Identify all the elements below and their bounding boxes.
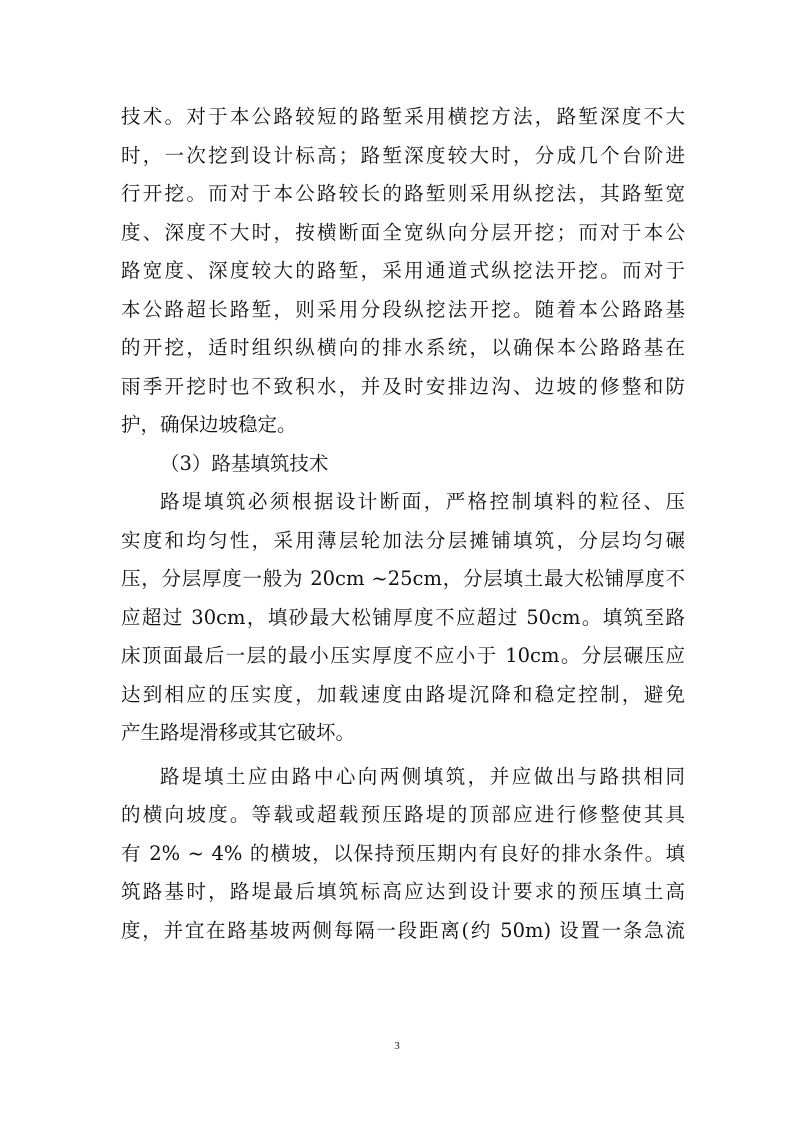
text-line: 的横向坡度。等载或超载预压路堤的顶部应进行修整使其具 (121, 803, 685, 826)
text-line: 路宽度、深度较大的路堑，采用通道式纵挖法开挖。而对于 (121, 259, 685, 282)
paragraph (121, 758, 685, 951)
text-line: 产生路堤滑移或其它破坏。 (121, 721, 356, 744)
text-line: 筑路基时，路堤最后填筑标高应达到设计要求的预压填土高 (121, 880, 685, 903)
text-line: 的开挖，适时组织纵横向的排水系统，以确保本公路路基在 (121, 336, 685, 359)
text-line: 压，分层厚度一般为 20cm ~25cm，分层填土最大松铺厚度不 (121, 567, 685, 590)
text-line: 实度和均匀性，采用薄层轮加法分层摊铺填筑，分层均匀碾 (121, 528, 685, 552)
paragraph (121, 98, 685, 445)
body-text (121, 98, 685, 950)
text-line: 路堤填土应由路中心向两侧填筑，并应做出与路拱相同 (160, 764, 685, 788)
text-line: 雨季开挖时也不致积水，并及时安排边沟、边坡的修整和防 (121, 374, 685, 398)
text-line: 度、深度不大时，按横断面全宽纵向分层开挖；而对于本公 (121, 220, 685, 244)
text-line: 床顶面最后一层的最小压实厚度不应小于 10cm。分层碾压应 (121, 644, 685, 667)
paragraph (121, 483, 685, 753)
text-line: 路堤填筑必须根据设计断面，严格控制填料的粒径、压 (160, 490, 685, 513)
text-line: 度，并宜在路基坡两侧每隔一段距离(约 50m) 设置一条急流 (121, 918, 685, 942)
text-line: 本公路超长路堑，则采用分段纵挖法开挖。随着本公路路基 (121, 297, 685, 321)
text-line: 技术。对于本公路较短的路堑采用横挖方法，路堑深度不大 (121, 105, 685, 128)
text-line: 应超过 30cm，填砂最大松铺厚度不应超过 50cm。填筑至路 (121, 605, 685, 629)
text-line: 时，一次挖到设计标高；路堑深度较大时，分成几个台阶进 (121, 143, 685, 167)
page-number: 3 (394, 1040, 400, 1052)
text-line: 达到相应的压实度，加载速度由路堤沉降和稳定控制，避免 (121, 682, 685, 706)
text-line: 有 2% ~ 4% 的横坡，以保持预压期内有良好的排水条件。填 (121, 841, 685, 865)
section-heading: （3）路基填筑技术 (160, 451, 329, 475)
text-line: 行开挖。而对于本公路较长的路堑则采用纵挖法，其路堑宽 (121, 182, 685, 205)
text-line: 护，确保边坡稳定。 (121, 413, 297, 436)
